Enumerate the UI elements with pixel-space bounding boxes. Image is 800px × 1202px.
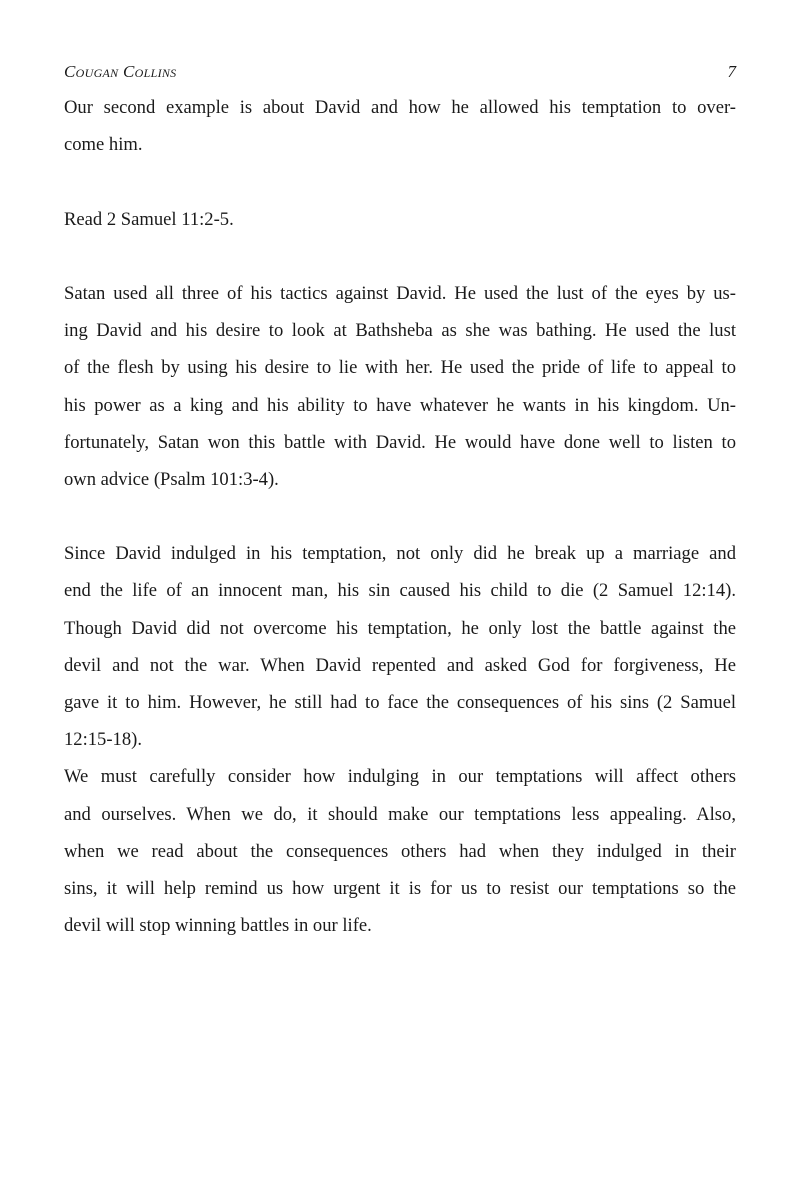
paragraph-spacer <box>64 498 736 535</box>
text-line: Satan used all three of his tactics against David. He used the lust of the eyes by us- <box>64 282 736 304</box>
paragraph-scripture-reference <box>64 201 736 238</box>
text-line: come him. <box>64 134 143 156</box>
text-line: devil will stop winning battles in our life. <box>64 915 372 937</box>
text-line: Since David indulged in his temptation, not only did he break up a marriage and <box>64 543 736 565</box>
text-line: when we read about the consequences others had when they indulged in their <box>64 840 736 862</box>
body-text <box>64 89 736 944</box>
text-line: We must carefully consider how indulging in our temptations will affect others <box>64 766 736 788</box>
text-line: Though David did not overcome his temptation, he only lost the battle against the <box>64 617 736 639</box>
running-header-author: Cougan Collins <box>64 62 177 81</box>
text-line: gave it to him. However, he still had to face the consequences of his sins (2 Samuel <box>64 692 736 713</box>
paragraph-consequences <box>64 535 736 758</box>
paragraph-satan-tactics <box>64 275 736 498</box>
text-line: ing David and his desire to look at Bathsheba as she was bathing. He used the lust <box>64 320 736 342</box>
text-line: Our second example is about David and how he allowed his temptation to over- <box>64 97 736 118</box>
text-line: end the life of an innocent man, his sin caused his child to die (2 Samuel 12:14). <box>64 580 736 602</box>
text-line: devil and not the war. When David repented and asked God for forgiveness, He <box>64 654 736 676</box>
page-number: 7 <box>727 62 736 81</box>
text-line: Read 2 Samuel 11:2-5. <box>64 208 234 230</box>
text-line: own advice (Psalm 101:3-4). <box>64 468 279 490</box>
running-header <box>64 62 736 84</box>
text-line: his power as a king and his ability to have whatever he wants in his kingdom. Un- <box>64 394 736 416</box>
text-line: and ourselves. When we do, it should make our temptations less appealing. Also, <box>64 803 736 825</box>
text-line: of the flesh by using his desire to lie with her. He used the pride of life to appeal to <box>64 357 736 379</box>
paragraph-david-example <box>64 89 736 163</box>
paragraph-application <box>64 758 736 944</box>
text-line: 12:15-18). <box>64 729 142 751</box>
text-line: fortunately, Satan won this battle with David. He would have done well to listen to <box>64 431 736 453</box>
paragraph-spacer <box>64 238 736 275</box>
paragraph-spacer <box>64 163 736 200</box>
text-line: sins, it will help remind us how urgent it is for us to resist our temptations so the <box>64 877 736 899</box>
